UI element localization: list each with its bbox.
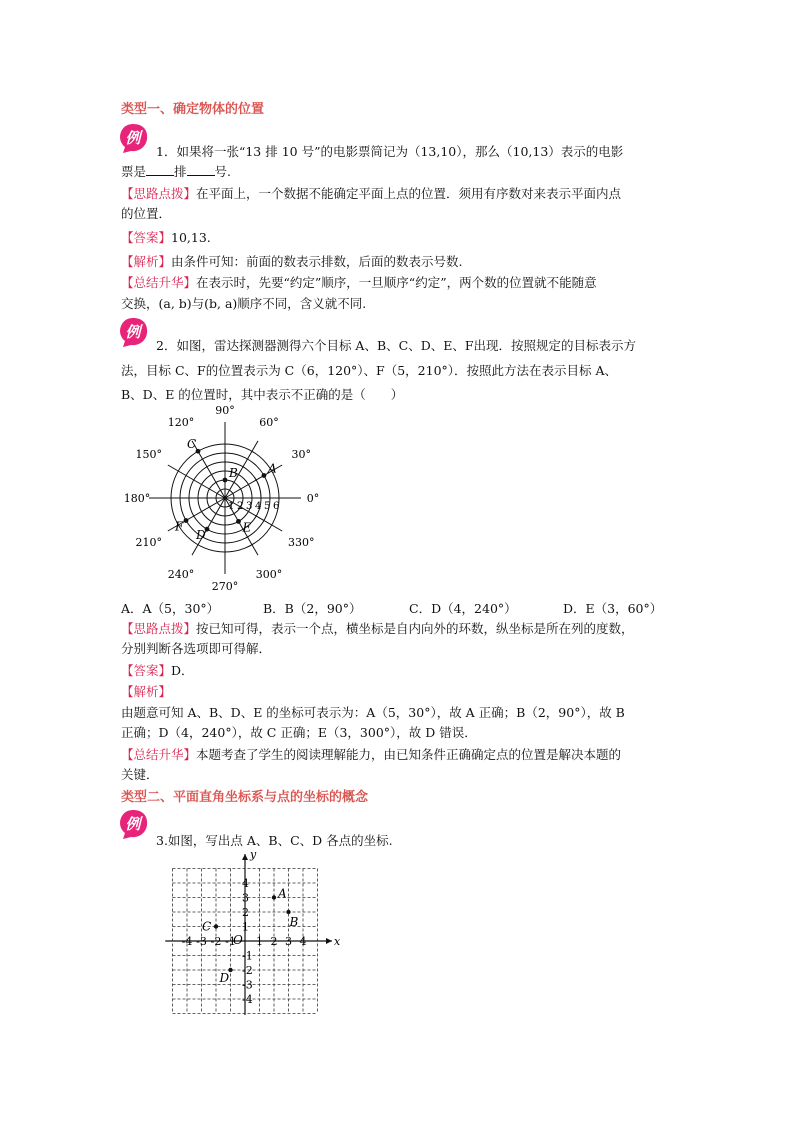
- q2-analysis-1: 由题意可知 A、B、D、E 的坐标可表示为：A（5，30°），故 A 正确；B（2，90°），故 B: [121, 705, 625, 720]
- grid-point-label: C: [202, 919, 212, 934]
- x-tick-label: -2: [210, 935, 222, 948]
- q1-hint-cont: 的位置．: [121, 206, 172, 221]
- blank-2: [187, 163, 215, 176]
- x-axis-label: x: [334, 935, 341, 948]
- y-tick-label: -1: [242, 949, 253, 963]
- answer-tag: 【答案】: [121, 230, 172, 245]
- radar-point-label: F: [175, 519, 184, 534]
- badge-label: 例: [125, 815, 141, 833]
- badge-label: 例: [125, 129, 141, 147]
- example-badge-icon: [117, 316, 149, 348]
- radar-ray: [168, 465, 225, 498]
- radar-point-label: D: [196, 528, 206, 543]
- radar-ring-label: 3: [246, 501, 253, 512]
- radar-angle-label: 30°: [291, 448, 311, 461]
- example-badge: [117, 122, 149, 154]
- example-badge-icon: [117, 122, 149, 154]
- radar-point-label: B: [229, 466, 238, 480]
- radar-ring-label: 2: [237, 501, 244, 512]
- radar-angle-label: 180°: [123, 492, 151, 505]
- x-tick-label: 2: [270, 935, 278, 948]
- grid-point-label: B: [289, 915, 299, 929]
- grid-point: [214, 924, 218, 928]
- summary-text: 本题考查了学生的阅读理解能力，由已知条件正确确定点的位置是解决本题的: [196, 747, 622, 762]
- radar-angle-label: 120°: [167, 415, 195, 429]
- grid-point: [272, 895, 276, 899]
- answer-text: 10,13.: [171, 230, 211, 245]
- radar-ring-label: 4: [255, 501, 262, 512]
- radar-angle-label: 150°: [135, 448, 163, 461]
- x-tick-label: -1: [225, 935, 236, 948]
- example-badge: [117, 808, 149, 840]
- radar-point-label: E: [242, 520, 252, 535]
- y-tick-label: -2: [242, 964, 253, 977]
- q3-line1: 3.如图，写出点 A、B、C、D 各点的坐标.: [156, 833, 393, 848]
- option-c: C．D（4，240°）: [409, 601, 517, 616]
- q2-line2: 法，目标 C、F的位置表示为 C（6，120°）、F（5，210°）．按照此方法在表示目标 A、: [121, 363, 618, 378]
- radar-angle-label: 240°: [167, 568, 195, 582]
- grid-point: [286, 910, 290, 914]
- q2-hint: [121, 620, 634, 638]
- summary-text: 在表示时，先要“约定”顺序，一旦顺序“约定”，两个数的位置就不能随意: [196, 275, 597, 290]
- radar-point-label: C: [187, 437, 197, 452]
- y-tick-label: 1: [242, 920, 249, 934]
- radar-ring-label: 6: [273, 501, 280, 512]
- q1-line1: 1．如果将一张“13 排 10 号”的电影票简记为（13,10），那么（10,13）表示的电影: [156, 144, 624, 159]
- y-axis-label: y: [250, 848, 257, 861]
- x-tick-label: -4: [181, 935, 193, 948]
- x-tick-label: 1: [256, 935, 263, 948]
- grid-point-label: A: [278, 886, 287, 901]
- hint-text: 在平面上，一个数据不能确定平面上点的位置．须用有序数对来表示平面内点: [196, 186, 622, 201]
- option-d: D．E（3，60°）: [563, 601, 663, 616]
- q2-analysis-tag: [121, 683, 171, 701]
- radar-ring-label: 5: [264, 501, 271, 512]
- analysis-tag: 【解析】: [121, 684, 172, 699]
- q1-hint: [121, 185, 621, 203]
- radar-angle-label: 0°: [306, 492, 320, 505]
- radar-point-label: A: [267, 461, 277, 476]
- q1-answer: [121, 229, 211, 247]
- q1-summary-cont: 交换，(a, b)与(b, a)顺序不同，含义就不同.: [121, 296, 367, 311]
- y-tick-label: 3: [242, 891, 249, 905]
- q2-analysis-2: 正确；D（4，240°），故 C 正确；E（3，300°），故 D 错误．: [121, 725, 477, 740]
- option-b: B．B（2，90°）: [263, 601, 362, 616]
- radar-angle-label: 270°: [211, 580, 239, 593]
- answer-text: D．: [171, 663, 194, 678]
- q1-line2: [121, 163, 231, 181]
- y-tick-label: 4: [242, 877, 249, 890]
- hint-tag: 【思路点拨】: [121, 621, 197, 636]
- section-title: 类型一、确定物体的位置: [121, 102, 265, 117]
- radar-angle-label: 210°: [135, 536, 163, 549]
- example-badge-icon: [117, 808, 149, 840]
- q2-line3: B、D、E 的位置时，其中表示不正确的是（ ）: [121, 387, 404, 402]
- radar-point: [236, 519, 241, 524]
- origin-label: O: [233, 933, 243, 947]
- badge-label: 例: [125, 323, 141, 341]
- q2-summary-cont: 关键．: [121, 767, 159, 782]
- radar-ray: [192, 498, 225, 555]
- radar-ring-label: 1: [228, 501, 235, 512]
- radar-figure: [115, 405, 335, 595]
- q1-text-b: 排: [174, 164, 187, 179]
- x-tick-label: 4: [299, 935, 307, 948]
- x-tick-label: 3: [285, 935, 292, 948]
- option-a: A．A（5，30°）: [121, 601, 220, 616]
- q1-summary: [121, 274, 597, 292]
- radar-angle-label: 300°: [255, 568, 283, 582]
- y-tick-label: -3: [242, 978, 253, 992]
- grid-point-label: D: [219, 971, 230, 985]
- q2-line1: 2．如图，雷达探测器测得六个目标 A、B、C、D、E、F出现．按照规定的目标表示方: [156, 338, 637, 353]
- answer-tag: 【答案】: [121, 663, 172, 678]
- blank-1: [146, 163, 174, 176]
- summary-tag: 【总结升华】: [121, 275, 197, 290]
- radar-angle-label: 330°: [287, 536, 315, 549]
- y-tick-label: 2: [242, 906, 249, 919]
- example-badge: [117, 316, 149, 348]
- q2-summary: [121, 746, 621, 764]
- q1-text-a: 票是: [121, 164, 147, 179]
- analysis-tag: 【解析】: [121, 254, 172, 269]
- analysis-text: 由条件可知：前面的数表示排数，后面的数表示号数.: [171, 254, 463, 269]
- coordinate-grid-figure: [145, 845, 355, 1015]
- radar-point: [262, 473, 267, 478]
- section-title-2: 类型二、平面直角坐标系与点的坐标的概念: [121, 790, 369, 805]
- radar-point: [223, 478, 228, 483]
- hint-text: 按已知可得，表示一个点，横坐标是自内向外的环数，纵坐标是所在列的度数，: [196, 621, 634, 636]
- summary-tag: 【总结升华】: [121, 747, 197, 762]
- radar-point: [196, 449, 201, 454]
- y-axis-arrow-icon: [242, 854, 248, 860]
- q2-hint-cont: 分别判断各选项即可得解．: [121, 641, 272, 656]
- q2-answer: [121, 662, 194, 680]
- q1-analysis: [121, 253, 463, 271]
- radar-angle-label: 90°: [215, 405, 235, 417]
- q1-text-c: 号.: [214, 164, 232, 179]
- radar-point: [184, 518, 189, 523]
- x-tick-label: -3: [196, 935, 207, 948]
- y-tick-label: -4: [242, 993, 253, 1006]
- x-axis-arrow-icon: [326, 938, 332, 944]
- radar-angle-label: 60°: [259, 415, 279, 429]
- hint-tag: 【思路点拨】: [121, 186, 197, 201]
